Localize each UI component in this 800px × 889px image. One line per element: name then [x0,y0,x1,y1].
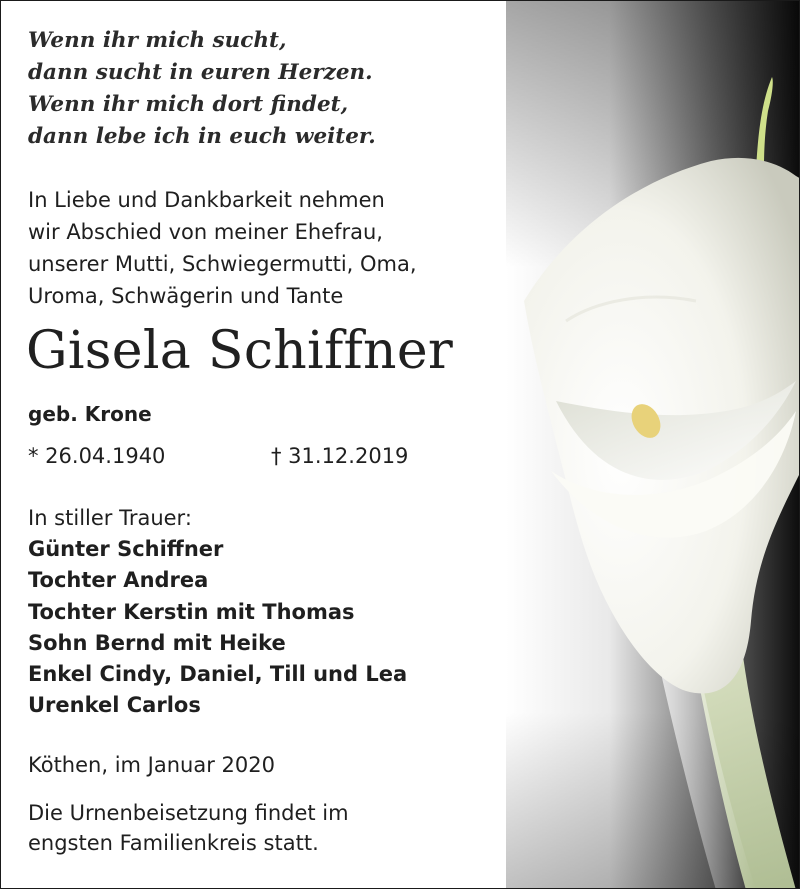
intro-line: Uroma, Schwägerin und Tante [28,284,344,308]
poem-line: Wenn ihr mich dort findet, [28,92,349,117]
poem-line: dann sucht in euren Herzen. [28,60,373,85]
poem [28,25,376,153]
mourner-name: Günter Schiffner [28,537,224,561]
mourner-name: Tochter Kerstin mit Thomas [28,599,355,624]
mourners-label: In stiller Trauer: [28,506,192,530]
poem-line: dann lebe ich in euch weiter. [28,124,376,149]
mourners-list [28,534,407,722]
mourner-name: Enkel Cindy, Daniel, Till und Lea [28,662,408,687]
mourner-name: Sohn Bernd mit Heike [28,630,286,655]
notice-line: Die Urnenbeisetzung findet im [28,801,349,825]
calla-lily-icon [506,1,800,889]
calla-lily-image [506,1,800,889]
poem-line: Wenn ihr mich sucht, [28,28,287,53]
intro-text [28,184,417,312]
burial-notice [28,798,349,858]
death-date: † 31.12.2019 [271,444,409,468]
notice-line: engsten Familienkreis statt. [28,831,319,855]
birth-date: * 26.04.1940 [28,444,166,468]
maiden-name: geb. Krone [28,402,152,426]
place-date: Köthen, im Januar 2020 [28,753,275,777]
mourner-name: Tochter Andrea [28,568,209,593]
intro-line: unserer Mutti, Schwiegermutti, Oma, [28,252,417,276]
intro-line: wir Abschied von meiner Ehefrau, [28,220,383,244]
mourner-name: Urenkel Carlos [28,693,201,718]
intro-line: In Liebe und Dankbarkeit nehmen [28,188,385,212]
deceased-name: Gisela Schiffner [26,321,454,381]
